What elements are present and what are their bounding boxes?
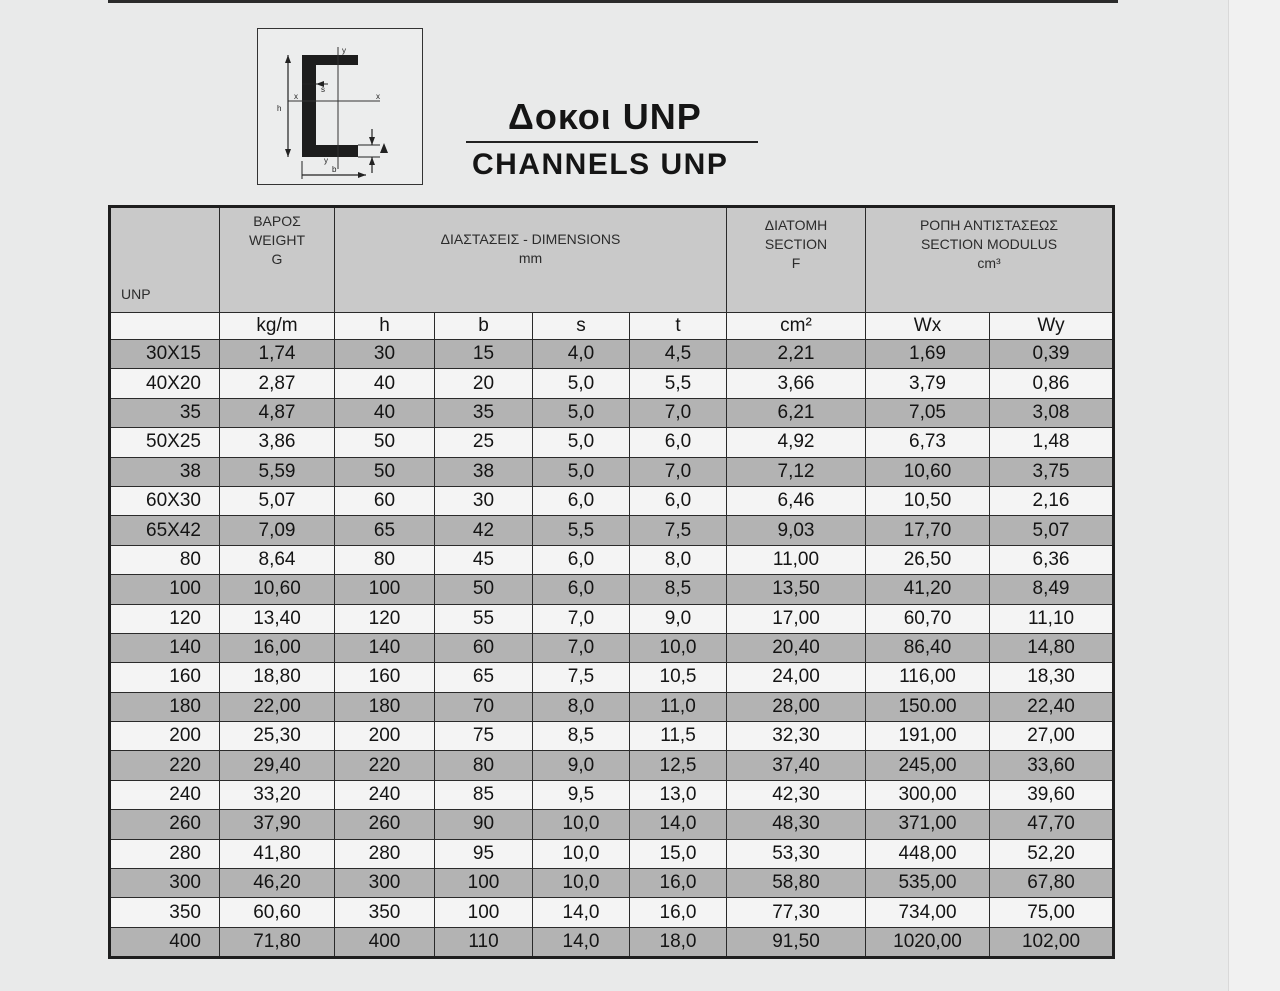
weight-value-cell: 25,30 — [220, 722, 335, 751]
wx-value-cell: 10,50 — [866, 486, 990, 515]
wy-value-cell: 18,30 — [990, 663, 1114, 692]
header-weight-symbol: G — [271, 251, 283, 267]
wx-value-cell: 535,00 — [866, 869, 990, 898]
table-row — [110, 780, 1114, 809]
wx-value-cell: 17,70 — [866, 516, 990, 545]
section-area-value-cell: 3,66 — [727, 369, 866, 398]
table-row — [110, 898, 1114, 927]
weight-value-cell: 10,60 — [220, 575, 335, 604]
section-area-value-cell: 32,30 — [727, 722, 866, 751]
b-value-cell: 65 — [435, 663, 533, 692]
b-value-cell: 80 — [435, 751, 533, 780]
table-row — [110, 398, 1114, 427]
channel-section-diagram — [257, 28, 423, 185]
b-value-cell: 100 — [435, 869, 533, 898]
h-value-cell: 50 — [335, 428, 435, 457]
s-value-cell: 5,0 — [533, 398, 630, 427]
weight-value-cell: 29,40 — [220, 751, 335, 780]
weight-value-cell: 60,60 — [220, 898, 335, 927]
header-section-symbol: F — [791, 255, 801, 271]
b-value-cell: 38 — [435, 457, 533, 486]
table-row — [110, 457, 1114, 486]
t-value-cell: 13,0 — [630, 780, 727, 809]
weight-value-cell: 7,09 — [220, 516, 335, 545]
label-b: b — [332, 165, 337, 174]
table-row — [110, 810, 1114, 839]
wy-value-cell: 3,08 — [990, 398, 1114, 427]
table-row — [110, 604, 1114, 633]
unp-properties-table — [108, 205, 1115, 959]
section-area-value-cell: 28,00 — [727, 692, 866, 721]
t-value-cell: 4,5 — [630, 340, 727, 369]
section-area-value-cell: 13,50 — [727, 575, 866, 604]
b-value-cell: 35 — [435, 398, 533, 427]
t-value-cell: 15,0 — [630, 839, 727, 868]
unit-cell: Wy — [990, 313, 1114, 340]
t-value-cell: 11,5 — [630, 722, 727, 751]
channel-profile-shape — [302, 55, 358, 157]
unit-cell: t — [630, 313, 727, 340]
wy-value-cell: 102,00 — [990, 927, 1114, 957]
header-weight-greek: ΒΑΡΟΣ — [253, 213, 301, 229]
unp-designation-cell: 35 — [110, 398, 220, 427]
unp-designation-cell: 240 — [110, 780, 220, 809]
weight-value-cell: 16,00 — [220, 633, 335, 662]
s-value-cell: 7,0 — [533, 604, 630, 633]
weight-value-cell: 33,20 — [220, 780, 335, 809]
wy-value-cell: 52,20 — [990, 839, 1114, 868]
unp-designation-cell: 140 — [110, 633, 220, 662]
t-value-cell: 5,5 — [630, 369, 727, 398]
h-value-cell: 30 — [335, 340, 435, 369]
section-area-value-cell: 11,00 — [727, 545, 866, 574]
wy-value-cell: 2,16 — [990, 486, 1114, 515]
wx-value-cell: 41,20 — [866, 575, 990, 604]
table-body — [110, 340, 1114, 958]
table-row — [110, 633, 1114, 662]
unp-designation-cell: 38 — [110, 457, 220, 486]
group-header-row — [110, 207, 1114, 313]
label-x-left: x — [294, 92, 298, 101]
weight-value-cell: 3,86 — [220, 428, 335, 457]
wx-value-cell: 116,00 — [866, 663, 990, 692]
table-row — [110, 369, 1114, 398]
b-value-cell: 110 — [435, 927, 533, 957]
b-value-cell: 25 — [435, 428, 533, 457]
b-value-cell: 50 — [435, 575, 533, 604]
h-value-cell: 240 — [335, 780, 435, 809]
header-dimensions-unit: mm — [518, 250, 543, 266]
wx-value-cell: 300,00 — [866, 780, 990, 809]
unp-designation-cell: 350 — [110, 898, 220, 927]
unp-designation-cell: 80 — [110, 545, 220, 574]
unp-designation-cell: 100 — [110, 575, 220, 604]
label-s: s — [321, 85, 325, 94]
b-value-cell: 20 — [435, 369, 533, 398]
t-value-cell: 14,0 — [630, 810, 727, 839]
wy-value-cell: 39,60 — [990, 780, 1114, 809]
table-row — [110, 545, 1114, 574]
wx-value-cell: 150.00 — [866, 692, 990, 721]
wx-value-cell: 245,00 — [866, 751, 990, 780]
title-divider — [466, 141, 758, 143]
wy-value-cell: 75,00 — [990, 898, 1114, 927]
page-title-english: CHANNELS UNP — [472, 148, 729, 181]
b-value-cell: 100 — [435, 898, 533, 927]
weight-value-cell: 8,64 — [220, 545, 335, 574]
s-value-cell: 9,0 — [533, 751, 630, 780]
s-value-cell: 10,0 — [533, 810, 630, 839]
weight-value-cell: 22,00 — [220, 692, 335, 721]
unp-designation-cell: 30X15 — [110, 340, 220, 369]
header-modulus-unit: cm³ — [977, 255, 1001, 271]
table-row — [110, 692, 1114, 721]
h-value-cell: 80 — [335, 545, 435, 574]
table-row — [110, 751, 1114, 780]
b-value-cell: 30 — [435, 486, 533, 515]
t-value-cell: 18,0 — [630, 927, 727, 957]
header-section-greek: ΔΙΑΤΟΜΗ — [764, 217, 828, 233]
b-value-cell: 90 — [435, 810, 533, 839]
unit-cell: h — [335, 313, 435, 340]
header-modulus — [866, 207, 1114, 313]
section-area-value-cell: 6,21 — [727, 398, 866, 427]
header-dimensions — [335, 207, 727, 313]
h-value-cell: 50 — [335, 457, 435, 486]
header-section-english: SECTION — [764, 236, 828, 252]
wy-value-cell: 67,80 — [990, 869, 1114, 898]
wx-value-cell: 448,00 — [866, 839, 990, 868]
t-value-cell: 8,5 — [630, 575, 727, 604]
wx-value-cell: 6,73 — [866, 428, 990, 457]
h-value-cell: 300 — [335, 869, 435, 898]
b-value-cell: 85 — [435, 780, 533, 809]
table-row — [110, 340, 1114, 369]
t-value-cell: 10,0 — [630, 633, 727, 662]
unp-designation-cell: 65X42 — [110, 516, 220, 545]
label-h: h — [277, 104, 282, 113]
label-y-bottom: y — [324, 156, 328, 165]
unp-designation-cell: 60X30 — [110, 486, 220, 515]
weight-value-cell: 41,80 — [220, 839, 335, 868]
t-value-cell: 16,0 — [630, 898, 727, 927]
unp-designation-cell: 220 — [110, 751, 220, 780]
section-area-value-cell: 24,00 — [727, 663, 866, 692]
t-value-cell: 9,0 — [630, 604, 727, 633]
t-value-cell: 7,5 — [630, 516, 727, 545]
wy-value-cell: 27,00 — [990, 722, 1114, 751]
unp-designation-cell: 200 — [110, 722, 220, 751]
weight-value-cell: 46,20 — [220, 869, 335, 898]
wy-value-cell: 33,60 — [990, 751, 1114, 780]
h-value-cell: 140 — [335, 633, 435, 662]
s-value-cell: 8,0 — [533, 692, 630, 721]
h-value-cell: 120 — [335, 604, 435, 633]
h-value-cell: 200 — [335, 722, 435, 751]
h-value-cell: 180 — [335, 692, 435, 721]
unp-designation-cell: 300 — [110, 869, 220, 898]
h-value-cell: 65 — [335, 516, 435, 545]
wx-value-cell: 7,05 — [866, 398, 990, 427]
wx-value-cell: 734,00 — [866, 898, 990, 927]
header-unp: UNP — [110, 207, 220, 313]
wy-value-cell: 14,80 — [990, 633, 1114, 662]
header-weight — [220, 207, 335, 313]
h-value-cell: 400 — [335, 927, 435, 957]
header-section — [727, 207, 866, 313]
wx-value-cell: 3,79 — [866, 369, 990, 398]
unit-cell — [110, 313, 220, 340]
b-value-cell: 60 — [435, 633, 533, 662]
b-value-cell: 75 — [435, 722, 533, 751]
table-row — [110, 869, 1114, 898]
section-area-value-cell: 37,40 — [727, 751, 866, 780]
h-value-cell: 350 — [335, 898, 435, 927]
wx-value-cell: 1020,00 — [866, 927, 990, 957]
s-value-cell: 9,5 — [533, 780, 630, 809]
wx-value-cell: 26,50 — [866, 545, 990, 574]
section-area-value-cell: 58,80 — [727, 869, 866, 898]
b-value-cell: 42 — [435, 516, 533, 545]
wx-value-cell: 191,00 — [866, 722, 990, 751]
unit-cell: Wx — [866, 313, 990, 340]
s-value-cell: 5,0 — [533, 457, 630, 486]
table-row — [110, 428, 1114, 457]
unp-designation-cell: 160 — [110, 663, 220, 692]
s-value-cell: 8,5 — [533, 722, 630, 751]
table-row — [110, 663, 1114, 692]
s-value-cell: 7,0 — [533, 633, 630, 662]
s-value-cell: 6,0 — [533, 486, 630, 515]
unp-designation-cell: 40X20 — [110, 369, 220, 398]
s-value-cell: 10,0 — [533, 869, 630, 898]
s-value-cell: 5,0 — [533, 428, 630, 457]
weight-value-cell: 5,07 — [220, 486, 335, 515]
wy-value-cell: 5,07 — [990, 516, 1114, 545]
section-area-value-cell: 4,92 — [727, 428, 866, 457]
s-value-cell: 5,5 — [533, 516, 630, 545]
section-area-value-cell: 2,21 — [727, 340, 866, 369]
unp-designation-cell: 120 — [110, 604, 220, 633]
header-modulus-english: SECTION MODULUS — [920, 236, 1058, 252]
page-title-greek: Δοκοι UNP — [508, 96, 702, 137]
header-modulus-greek: ΡΟΠΗ ΑΝΤΙΣΤΑΣΕΩΣ — [919, 217, 1059, 233]
weight-value-cell: 2,87 — [220, 369, 335, 398]
unp-designation-cell: 280 — [110, 839, 220, 868]
wy-value-cell: 47,70 — [990, 810, 1114, 839]
s-value-cell: 14,0 — [533, 898, 630, 927]
header-dimensions-title: ΔΙΑΣΤΑΣΕΙΣ - DIMENSIONS — [440, 231, 621, 247]
h-value-cell: 40 — [335, 398, 435, 427]
s-value-cell: 6,0 — [533, 545, 630, 574]
wy-value-cell: 8,49 — [990, 575, 1114, 604]
table-row — [110, 516, 1114, 545]
t-value-cell: 7,0 — [630, 457, 727, 486]
header-weight-english: WEIGHT — [249, 232, 305, 248]
unit-cell: cm² — [727, 313, 866, 340]
s-value-cell: 6,0 — [533, 575, 630, 604]
weight-value-cell: 4,87 — [220, 398, 335, 427]
section-area-value-cell: 53,30 — [727, 839, 866, 868]
unp-designation-cell: 50X25 — [110, 428, 220, 457]
table-row — [110, 722, 1114, 751]
wx-value-cell: 60,70 — [866, 604, 990, 633]
b-value-cell: 95 — [435, 839, 533, 868]
weight-value-cell: 71,80 — [220, 927, 335, 957]
section-area-value-cell: 77,30 — [727, 898, 866, 927]
h-value-cell: 40 — [335, 369, 435, 398]
t-value-cell: 10,5 — [630, 663, 727, 692]
page-edge — [1228, 0, 1280, 991]
top-rule — [108, 0, 1118, 3]
t-value-cell: 8,0 — [630, 545, 727, 574]
weight-value-cell: 1,74 — [220, 340, 335, 369]
wy-value-cell: 22,40 — [990, 692, 1114, 721]
t-value-cell: 7,0 — [630, 398, 727, 427]
h-value-cell: 60 — [335, 486, 435, 515]
table-row — [110, 839, 1114, 868]
t-value-cell: 6,0 — [630, 486, 727, 515]
section-area-value-cell: 20,40 — [727, 633, 866, 662]
section-area-value-cell: 48,30 — [727, 810, 866, 839]
weight-value-cell: 13,40 — [220, 604, 335, 633]
t-value-cell: 16,0 — [630, 869, 727, 898]
weight-value-cell: 37,90 — [220, 810, 335, 839]
unp-designation-cell: 400 — [110, 927, 220, 957]
section-area-value-cell: 9,03 — [727, 516, 866, 545]
s-value-cell: 10,0 — [533, 839, 630, 868]
wx-value-cell: 1,69 — [866, 340, 990, 369]
h-value-cell: 160 — [335, 663, 435, 692]
t-value-cell: 11,0 — [630, 692, 727, 721]
wx-value-cell: 371,00 — [866, 810, 990, 839]
unit-cell: s — [533, 313, 630, 340]
section-area-value-cell: 91,50 — [727, 927, 866, 957]
unp-designation-cell: 180 — [110, 692, 220, 721]
wy-value-cell: 3,75 — [990, 457, 1114, 486]
section-area-value-cell: 7,12 — [727, 457, 866, 486]
weight-value-cell: 5,59 — [220, 457, 335, 486]
t-value-cell: 6,0 — [630, 428, 727, 457]
s-value-cell: 4,0 — [533, 340, 630, 369]
table-row — [110, 486, 1114, 515]
section-area-value-cell: 6,46 — [727, 486, 866, 515]
label-x-right: x — [376, 92, 380, 101]
h-value-cell: 260 — [335, 810, 435, 839]
s-value-cell: 5,0 — [533, 369, 630, 398]
wy-value-cell: 0,39 — [990, 340, 1114, 369]
b-value-cell: 45 — [435, 545, 533, 574]
wx-value-cell: 10,60 — [866, 457, 990, 486]
table-row — [110, 575, 1114, 604]
wy-value-cell: 6,36 — [990, 545, 1114, 574]
unit-cell: kg/m — [220, 313, 335, 340]
units-header-row — [110, 313, 1114, 340]
wy-value-cell: 0,86 — [990, 369, 1114, 398]
t-value-cell: 12,5 — [630, 751, 727, 780]
section-area-value-cell: 42,30 — [727, 780, 866, 809]
h-value-cell: 100 — [335, 575, 435, 604]
b-value-cell: 15 — [435, 340, 533, 369]
unp-designation-cell: 260 — [110, 810, 220, 839]
label-y-top: y — [342, 46, 346, 55]
table-row — [110, 927, 1114, 957]
b-value-cell: 55 — [435, 604, 533, 633]
wy-value-cell: 11,10 — [990, 604, 1114, 633]
section-area-value-cell: 17,00 — [727, 604, 866, 633]
unit-cell: b — [435, 313, 533, 340]
h-value-cell: 280 — [335, 839, 435, 868]
s-value-cell: 7,5 — [533, 663, 630, 692]
s-value-cell: 14,0 — [533, 927, 630, 957]
weight-value-cell: 18,80 — [220, 663, 335, 692]
wx-value-cell: 86,40 — [866, 633, 990, 662]
wy-value-cell: 1,48 — [990, 428, 1114, 457]
h-value-cell: 220 — [335, 751, 435, 780]
channel-profile-drawing — [258, 29, 422, 184]
b-value-cell: 70 — [435, 692, 533, 721]
